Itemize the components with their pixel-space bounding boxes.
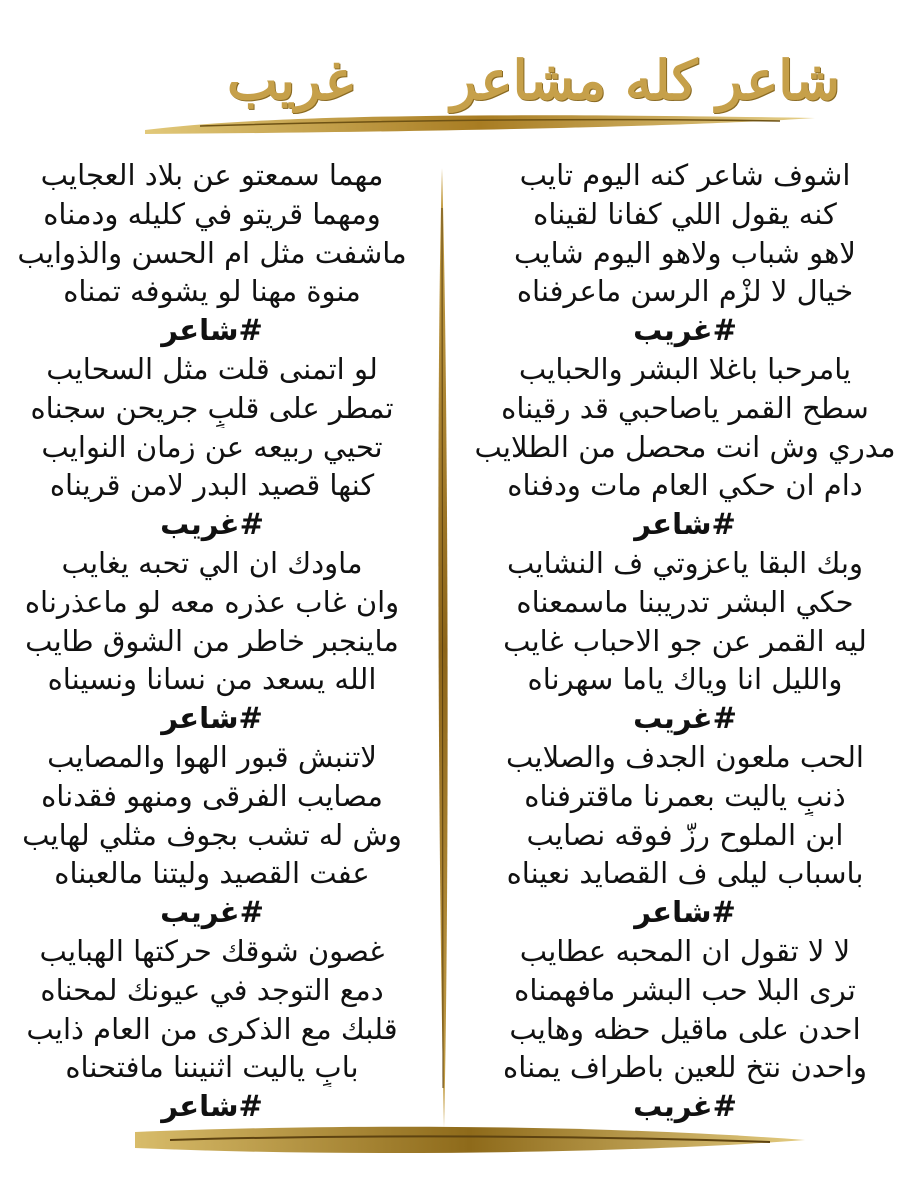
hashtag-line: #شاعر — [634, 507, 736, 542]
hashtag-line: #غريب — [160, 895, 264, 930]
verse-line: مصايب الفرقى ومنهو فقدناه — [41, 778, 383, 813]
hashtag-line: #غريب — [633, 701, 737, 736]
verse-line: وش له تشب بجوف مثلي لهايب — [22, 817, 402, 852]
verse-line: يامرحبا باغلا البشر والحبايب — [518, 351, 852, 386]
hashtag-line: #شاعر — [634, 895, 736, 930]
verse-line: ذنبٍ ياليت بعمرنا ماقترفناه — [524, 778, 846, 813]
verse-line: منوة مهنا لو يشوفه تمناه — [63, 274, 361, 309]
poem-column-left — [0, 156, 424, 1126]
verse-line: قلبك مع الذكرى من العام ذايب — [26, 1011, 398, 1046]
verse-line: واحدن نتخ للعين باطراف يمناه — [503, 1050, 867, 1085]
verse-line: الله يسعد من نسانا ونسيناه — [47, 662, 377, 697]
verse-line: بابٍ ياليت اثنيننا مافتحناه — [65, 1050, 359, 1085]
verse-line: والليل انا وياك ياما سهرناه — [527, 662, 843, 697]
verse-line: باسباب ليلى ف القصايد نعيناه — [506, 856, 864, 891]
verse-line: مدري وش انت محصل من الطلايب — [474, 429, 896, 464]
gold-brush-top — [140, 104, 820, 144]
header-title-right: شاعر كله مشاعر — [450, 48, 840, 112]
verse-line: مهما سمعتو عن بلاد العجايب — [40, 158, 384, 192]
verse-line: الحب ملعون الجدف والصلايب — [506, 739, 864, 774]
verse-line: تمطر على قلبٍ جريحن سجناه — [30, 390, 394, 425]
header-title-left: غريب — [226, 48, 354, 112]
verse-line: ابن الملوح رزّ فوقه نصايب — [526, 817, 844, 852]
verse-line: ماينجبر خاطر من الشوق طايب — [25, 623, 399, 658]
verse-line: ماودك ان الي تحبه يغايب — [61, 545, 363, 580]
hashtag-line: #شاعر — [161, 701, 263, 736]
verse-line: لاتنبش قبور الهوا والمصايب — [47, 739, 377, 774]
verse-line: وان غاب عذره معه لو ماعذرناه — [24, 584, 400, 619]
hashtag-line: #غريب — [160, 507, 264, 542]
verse-line: غصون شوقك حركتها الهبايب — [39, 933, 385, 968]
hashtag-line: #شاعر — [161, 1089, 263, 1124]
verse-line: اشوف شاعر كنه اليوم تايب — [519, 158, 851, 192]
verse-line: حكي البشر تدريبنا ماسمعناه — [516, 584, 854, 619]
verse-line: كنه يقول اللي كفانا لقيناه — [533, 196, 837, 231]
gold-divider — [422, 168, 462, 1128]
verse-line: تحيي ربيعه عن زمان النوايب — [41, 429, 383, 464]
verse-line: ترى البلا حب البشر مافهمناه — [514, 972, 856, 1007]
verse-line: لاهو شباب ولاهو اليوم شايب — [514, 235, 856, 270]
verse-line: احدن على ماقيل حظه وهايب — [509, 1011, 861, 1046]
verse-line: خيال لا لزْم الرسن ماعرفناه — [516, 274, 854, 309]
verse-line: ماشفت مثل ام الحسن والذوايب — [17, 235, 407, 270]
verse-line: عفت القصيد وليتنا مالعبناه — [54, 856, 370, 891]
verse-line: سطح القمر ياصاحبي قد رقيناه — [501, 390, 869, 425]
hashtag-line: #غريب — [633, 313, 737, 348]
hashtag-line: #غريب — [633, 1089, 737, 1124]
verse-line: وبك البقا ياعزوتي ف النشايب — [507, 545, 863, 580]
hashtag-line: #شاعر — [161, 313, 263, 348]
verse-line: لا لا تقول ان المحبه عطايب — [519, 933, 851, 968]
poem-column-right — [465, 156, 905, 1126]
verse-line: ليه القمر عن جو الاحباب غايب — [503, 623, 867, 658]
verse-line: ومهما قريتو في كليله ودمناه — [43, 196, 381, 231]
verse-line: لو اتمنى قلت مثل السحايب — [46, 351, 378, 386]
verse-line: كنها قصيد البدر لامن قريناه — [49, 468, 375, 503]
verse-line: دام ان حكي العام مات ودفناه — [507, 468, 863, 503]
verse-line: دمع التوجد في عيونك لمحناه — [40, 972, 384, 1007]
